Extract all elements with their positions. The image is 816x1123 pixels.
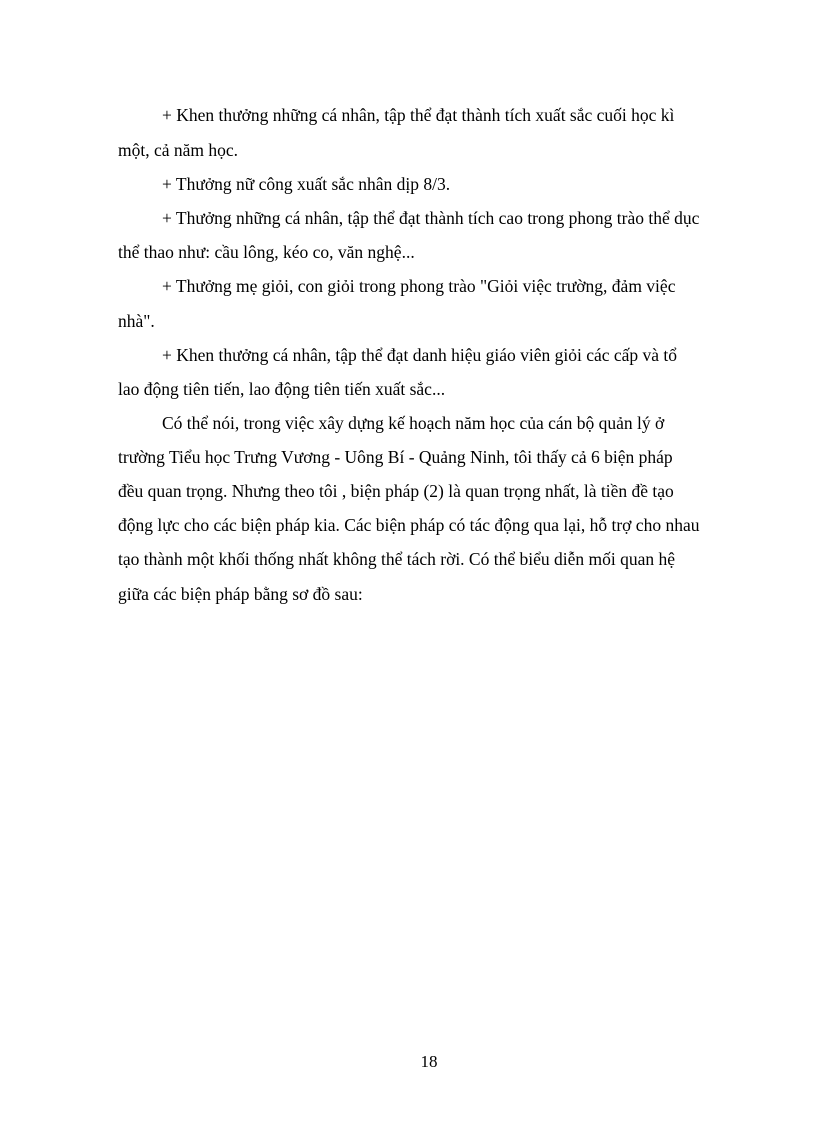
paragraph-4-line-2: nhà".: [118, 311, 155, 331]
paragraph-3-line-2: thể thao như: cầu lông, kéo co, văn nghệ...: [118, 242, 415, 262]
paragraph-3-line-1: + Thưởng những cá nhân, tập thể đạt thành tích cao trong phong trào thể dục: [162, 208, 700, 228]
paragraph-6-line-2: trường Tiểu học Trưng Vương - Uông Bí - Quảng Ninh, tôi thấy cả 6 biện pháp: [118, 447, 673, 467]
paragraph-6-line-1: Có thể nói, trong việc xây dựng kế hoạch năm học của cán bộ quản lý ở: [162, 413, 665, 433]
paragraph-6-line-6: giữa các biện pháp bằng sơ đồ sau:: [118, 584, 363, 604]
paragraph-6-line-5: tạo thành một khối thống nhất không thể tách rời. Có thể biểu diễn mối quan hệ: [118, 549, 676, 569]
page-number: 18: [420, 1052, 438, 1071]
paragraph-6-line-3: đều quan trọng. Nhưng theo tôi , biện pháp (2) là quan trọng nhất, là tiền đề tạo: [118, 481, 674, 501]
paragraph-5-line-1: + Khen thưởng cá nhân, tập thể đạt danh hiệu giáo viên giỏi các cấp và tổ: [162, 345, 678, 365]
paragraph-6-line-4: động lực cho các biện pháp kia. Các biện pháp có tác động qua lại, hỗ trợ cho nhau: [118, 515, 700, 535]
paragraph-5-line-2: lao động tiên tiến, lao động tiên tiến xuất sắc...: [118, 379, 446, 399]
paragraph-1-line-1: + Khen thưởng những cá nhân, tập thể đạt thành tích xuất sắc cuối học kì: [162, 105, 675, 125]
paragraph-4-line-1: + Thưởng mẹ giỏi, con giỏi trong phong trào "Giỏi việc trường, đảm việc: [162, 276, 676, 296]
paragraph-1-line-2: một, cả năm học.: [118, 140, 239, 160]
paragraph-2-line-1: + Thưởng nữ công xuất sắc nhân dịp 8/3.: [162, 174, 451, 194]
